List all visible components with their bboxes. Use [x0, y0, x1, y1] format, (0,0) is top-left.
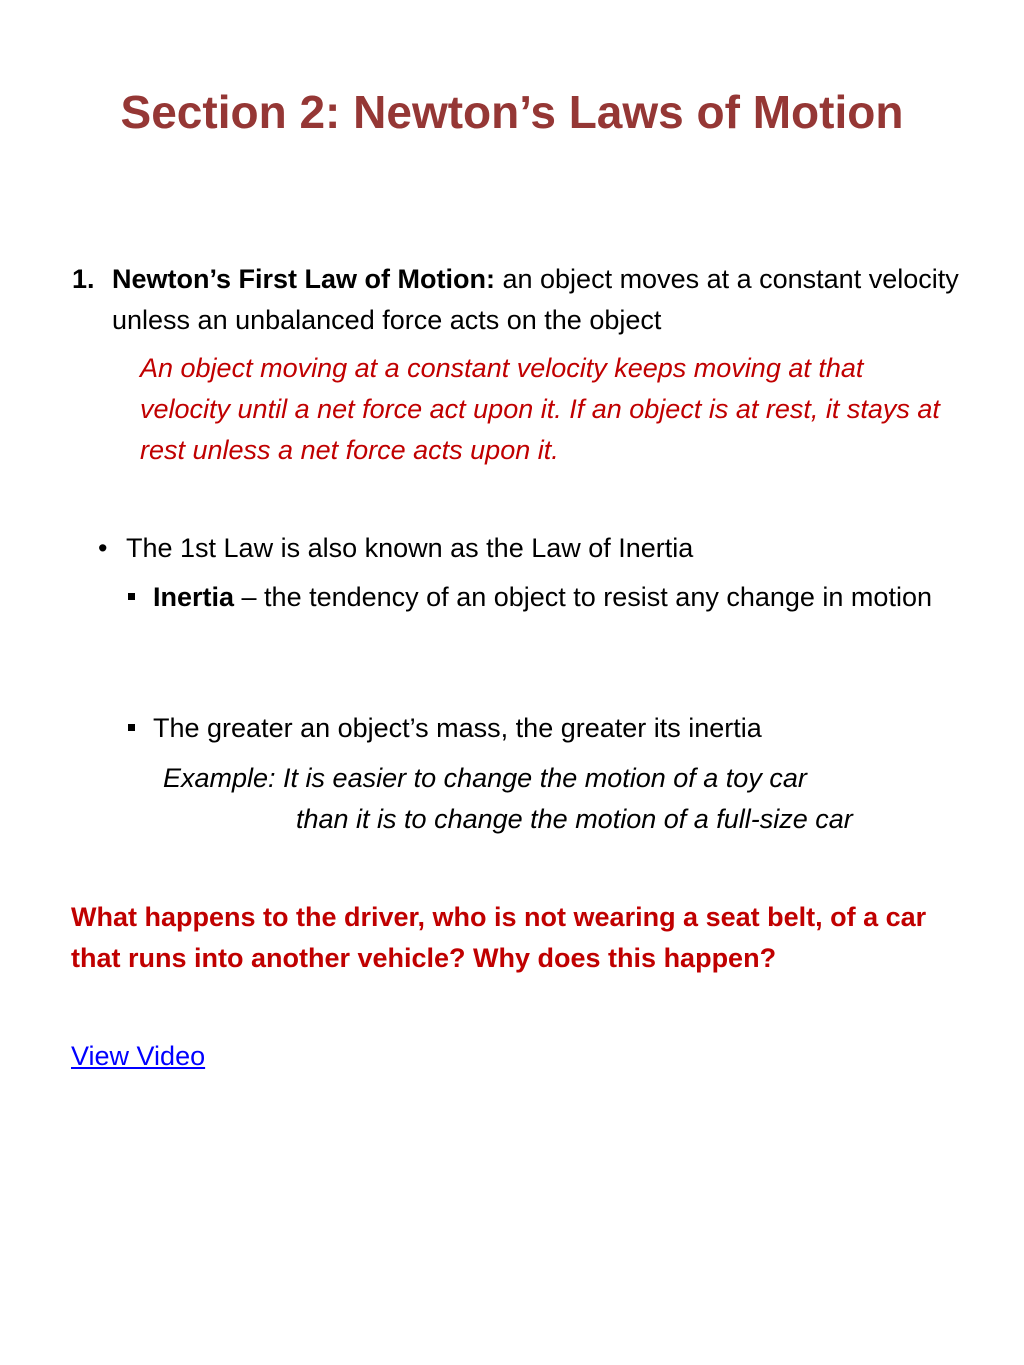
first-law-definition: [112, 259, 982, 341]
discussion-question: What happens to the driver, who is not wearing a seat belt, of a car that runs into another vehicle? Why does this happen?: [71, 902, 927, 973]
inertia-definition: [153, 577, 973, 618]
first-law-term: Newton’s First Law of Motion:: [112, 264, 495, 294]
bullet-icon: •: [98, 533, 108, 563]
inertia-term: Inertia: [153, 582, 235, 612]
example-line-1: Example: It is easier to change the motion of a toy car: [163, 763, 807, 793]
view-video-link[interactable]: View Video: [71, 1041, 206, 1071]
first-law-explanation: An object moving at a constant velocity keeps moving at that velocity until a net force act upon it. If an object is at rest, it stays at rest unless a net force acts upon it.: [140, 353, 940, 465]
slide-title: Section 2: Newton’s Laws of Motion: [120, 86, 904, 138]
square-bullet-icon: [128, 724, 135, 731]
first-law-text: an object moves at a constant velocity unless an unbalanced force acts on the object: [112, 264, 959, 335]
inertia-text: – the tendency of an object to resist any change in motion: [234, 582, 932, 612]
law-of-inertia-bullet: The 1st Law is also known as the Law of Inertia: [126, 533, 694, 563]
example-line-2: than it is to change the motion of a full-size car: [296, 804, 853, 834]
list-number: 1.: [72, 264, 95, 294]
square-bullet-icon: [128, 593, 135, 600]
mass-inertia-point: The greater an object’s mass, the greater its inertia: [153, 713, 762, 743]
